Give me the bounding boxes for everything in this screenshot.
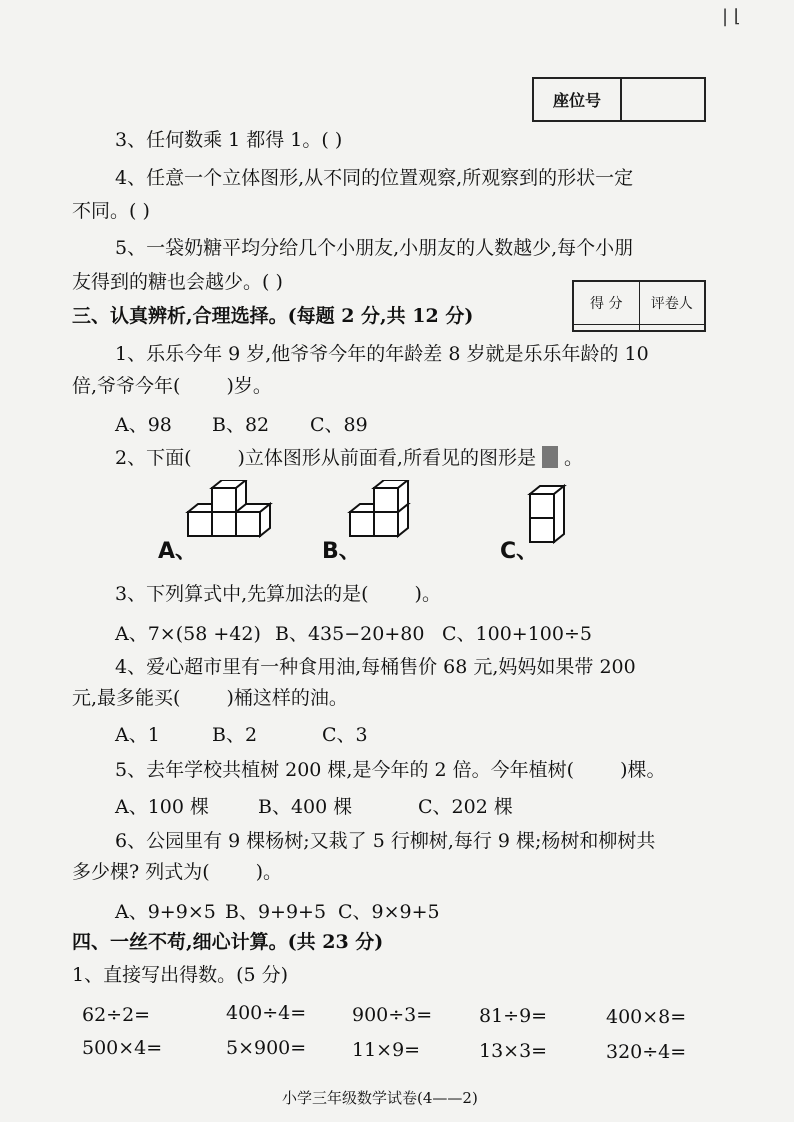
seat-number-box: [532, 77, 706, 122]
option[interactable]: A、1: [115, 724, 160, 746]
judge-q4-line2: 不同。( ): [72, 200, 150, 222]
option[interactable]: C、9×9+5: [338, 901, 440, 923]
option[interactable]: C、100+100÷5: [442, 623, 592, 645]
front-view-icon: [542, 446, 558, 468]
figure-b-icon: [350, 480, 408, 536]
cube-figures: [150, 480, 710, 560]
s3-q4-line1: 4、爱心超市里有一种食用油,每桶售价 68 元,妈妈如果带 200: [115, 656, 636, 678]
corner-mark: | ⌊: [722, 6, 741, 27]
calc-item: 11×9=: [352, 1039, 421, 1061]
judge-q5-line1: 5、一袋奶糖平均分给几个小朋友,小朋友的人数越少,每个小朋: [115, 237, 634, 259]
grader-label: 评卷人: [639, 282, 705, 325]
seat-value-field[interactable]: [622, 79, 704, 120]
score-label: 得 分: [574, 282, 640, 325]
calc-item: 900÷3=: [352, 1004, 433, 1026]
s3-q3: 3、下列算式中,先算加法的是( )。: [115, 583, 441, 605]
option[interactable]: A、9+9×5: [115, 901, 216, 923]
score-box: [572, 280, 706, 332]
figure-a-icon: [188, 480, 270, 536]
judge-q4-line1: 4、任意一个立体图形,从不同的位置观察,所观察到的形状一定: [115, 167, 634, 189]
judge-q5-line2: 友得到的糖也会越少。( ): [72, 271, 283, 293]
option[interactable]: B、: [322, 539, 361, 564]
option[interactable]: C、: [500, 539, 539, 564]
section4-sub1: 1、直接写出得数。(5 分): [72, 964, 289, 986]
judge-q3: 3、任何数乘 1 都得 1。( ): [115, 129, 343, 151]
calc-item: 320÷4=: [606, 1041, 687, 1063]
s3-q1-line1: 1、乐乐今年 9 岁,他爷爷今年的年龄差 8 岁就是乐乐年龄的 10: [115, 343, 649, 365]
calc-item: 81÷9=: [479, 1005, 548, 1027]
option[interactable]: B、9+9+5: [225, 901, 327, 923]
s3-q4-line2: 元,最多能买( )桶这样的油。: [72, 687, 348, 709]
answer-blank[interactable]: ( ): [321, 129, 343, 151]
calc-item: 13×3=: [479, 1040, 548, 1062]
option[interactable]: A、7×(58 +42): [115, 623, 261, 645]
calc-item: 400×8=: [606, 1006, 687, 1028]
option[interactable]: B、435−20+80: [275, 623, 425, 645]
section4-title: 四、一丝不苟,细心计算。(共 23 分): [72, 931, 384, 953]
answer-blank[interactable]: ( ): [262, 271, 283, 293]
option[interactable]: C、3: [322, 724, 368, 746]
calc-item: 500×4=: [82, 1037, 163, 1059]
option[interactable]: B、400 棵: [258, 796, 353, 818]
option[interactable]: B、82: [212, 414, 270, 436]
s3-q1-line2: 倍,爷爷今年( )岁。: [72, 375, 272, 397]
page-footer: 小学三年级数学试卷(4——2): [282, 1089, 478, 1107]
score-cell[interactable]: [574, 325, 640, 331]
calc-item: 5×900=: [226, 1037, 307, 1059]
seat-label: 座位号: [534, 79, 622, 120]
option[interactable]: A、100 棵: [115, 796, 210, 818]
s3-q5: 5、去年学校共植树 200 棵,是今年的 2 倍。今年植树( )棵。: [115, 759, 666, 781]
s3-q6-line2: 多少棵? 列式为( )。: [72, 861, 283, 883]
option[interactable]: B、2: [212, 724, 258, 746]
option[interactable]: A、: [158, 539, 198, 564]
answer-blank[interactable]: ( ): [129, 200, 150, 222]
calc-item: 62÷2=: [82, 1004, 151, 1026]
s3-q2: 2、下面( )立体图形从前面看,所看见的图形是 。: [115, 447, 583, 469]
option[interactable]: C、202 棵: [418, 796, 513, 818]
calc-item: 400÷4=: [226, 1002, 307, 1024]
grader-cell[interactable]: [639, 325, 705, 331]
option[interactable]: A、98: [115, 414, 172, 436]
section3-title: 三、认真辨析,合理选择。(每题 2 分,共 12 分): [72, 305, 474, 327]
s3-q6-line1: 6、公园里有 9 棵杨树;又栽了 5 行柳树,每行 9 棵;杨树和柳树共: [115, 830, 656, 852]
option[interactable]: C、89: [310, 414, 368, 436]
